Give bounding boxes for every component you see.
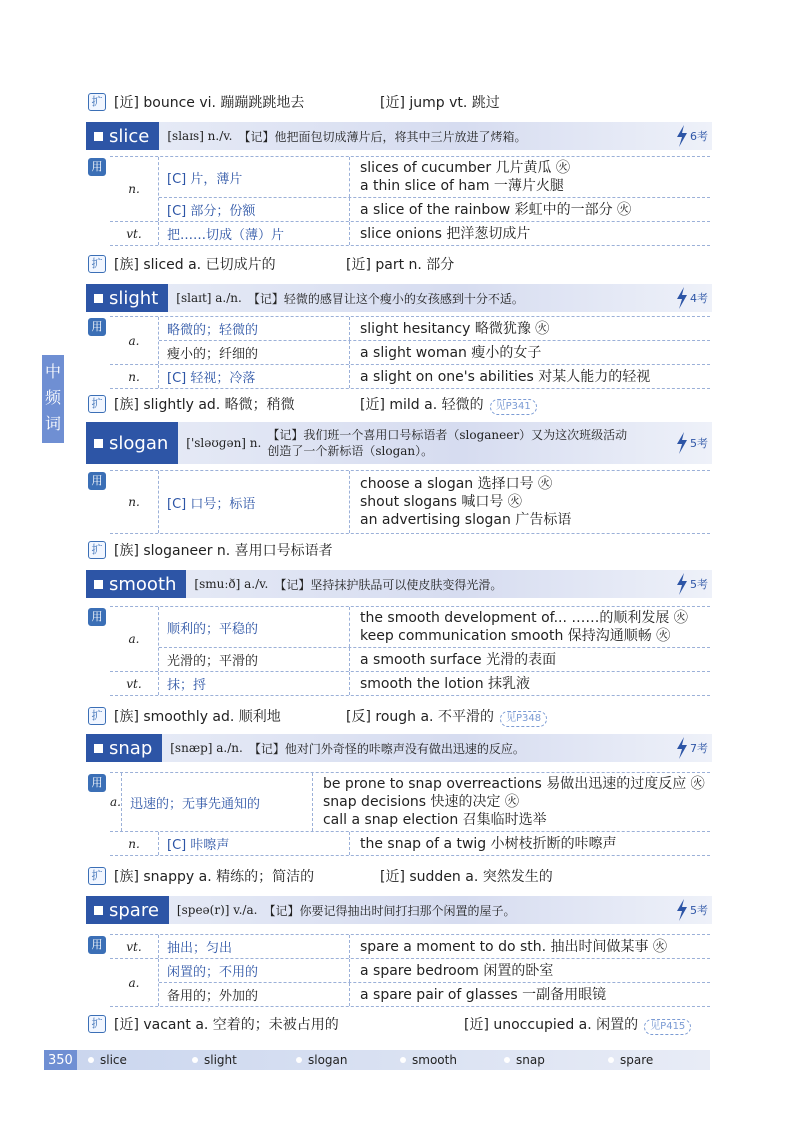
lightning-icon [676, 899, 688, 921]
example-phrase: a spare bedroom 闲置的卧室 [360, 962, 554, 979]
entry-header [86, 122, 712, 150]
example-phrase: slight hesitancy 略微犹豫 ㊋ [360, 320, 550, 337]
example-phrase: call a snap election 召集临时选举 [322, 812, 547, 828]
page-footer [44, 1050, 710, 1070]
mnemonic: 【记】坚持抹护肤品可以使皮肤变得光滑。 [274, 577, 503, 592]
usage-tag: 用 [88, 318, 106, 336]
pos-row [110, 471, 710, 534]
exam-frequency [676, 899, 708, 921]
sense-row [159, 672, 710, 695]
top-ext-left: [近] bounce vi. 蹦蹦跳跳地去 [114, 95, 305, 111]
phonetic: [slaɪs] n./v. [167, 129, 233, 143]
example-phrase: slices of cucumber 几片黄瓜 ㊋ [360, 160, 571, 176]
extension-family: [族] snappy a. 精练的；简洁的 [114, 869, 315, 885]
extension-line [88, 538, 728, 562]
example-phrase: be prone to snap overreactions 易做出迅速的过度反应 ㊋ [322, 776, 705, 792]
example-phrase: keep communication smooth 保持沟通顺畅 ㊋ [360, 628, 671, 644]
part-of-speech: n. [110, 832, 159, 855]
extension-line [88, 1012, 728, 1036]
example-phrase: a thin slice of ham 一薄片火腿 [360, 178, 564, 194]
exam-frequency [676, 573, 708, 595]
part-of-speech: a. [110, 773, 122, 831]
usage-table [110, 606, 710, 696]
usage-table [110, 316, 710, 389]
sense-row [159, 198, 710, 221]
extension-line [88, 704, 728, 728]
pos-row [110, 317, 710, 365]
page-reference-badge[interactable]: 见P348 [500, 711, 547, 727]
exam-frequency [676, 737, 708, 759]
page-number: 350 [44, 1050, 77, 1070]
usage-table [110, 470, 710, 534]
frequency-label: 5考 [690, 578, 708, 591]
phonetic: ['sləʊɡən] n. [186, 436, 262, 450]
part-of-speech: a. [110, 317, 159, 364]
top-extension-line [88, 90, 728, 114]
sense-row [159, 365, 710, 388]
usage-table [110, 772, 710, 856]
part-of-speech: vt. [110, 935, 159, 958]
sense-row [159, 959, 710, 983]
pos-row [110, 222, 710, 246]
phonetic: [snæp] a./n. [170, 741, 243, 755]
footer-word: spare [608, 1053, 653, 1067]
footer-word: snap [504, 1053, 545, 1067]
definition: 光滑的；平滑的 [159, 648, 350, 671]
usage-tag: 用 [88, 472, 106, 490]
part-of-speech: a. [110, 607, 159, 671]
extension-family: [族] slightly ad. 略微；稍微 [114, 397, 295, 413]
sense-row [159, 832, 710, 855]
definition: [C] 轻视；冷落 [159, 365, 350, 388]
extension-related [380, 866, 553, 886]
extension-tag: 扩 [88, 707, 106, 725]
frequency-label: 5考 [690, 904, 708, 917]
lightning-icon [676, 125, 688, 147]
usage-table [110, 156, 710, 246]
headword: slight [86, 284, 168, 312]
example-phrase: slice onions 把洋葱切成片 [360, 225, 531, 242]
pos-row [110, 365, 710, 389]
example-phrase: a spare pair of glasses 一副备用眼镜 [360, 986, 607, 1003]
page-reference-badge[interactable]: 见P415 [644, 1019, 691, 1035]
extension-tag: 扩 [88, 93, 106, 111]
definition: 略微的；轻微的 [159, 317, 350, 340]
footer-word: smooth [400, 1053, 457, 1067]
related-word: [近] mild a. 轻微的 [360, 396, 484, 413]
related-word: [近] sudden a. 突然发生的 [380, 869, 553, 885]
frequency-label: 5考 [690, 437, 708, 450]
pos-row [110, 672, 710, 696]
extension-related [346, 254, 454, 274]
extension-family: [族] sliced a. 已切成片的 [114, 257, 276, 273]
entry-header [86, 422, 712, 464]
definition: [C] 片，薄片 [159, 157, 350, 197]
definition: 闲置的；不用的 [159, 959, 350, 982]
usage-tag: 用 [88, 936, 106, 954]
lightning-icon [676, 737, 688, 759]
section-side-tab: 中频词 [42, 355, 64, 443]
pos-row [110, 773, 710, 832]
lightning-icon [676, 287, 688, 309]
example-phrase: spare a moment to do sth. 抽出时间做某事 ㊋ [360, 938, 667, 955]
sense-row [159, 648, 710, 671]
top-ext-right: [近] jump vt. 跳过 [380, 95, 500, 111]
mnemonic: 【记】轻微的感冒让这个瘦小的女孩感到十分不适。 [247, 291, 524, 306]
footer-word: slight [192, 1053, 237, 1067]
phonetic: [speə(r)] v./a. [176, 903, 258, 917]
extension-family: [族] smoothly ad. 顺利地 [114, 709, 281, 725]
sense-row [159, 471, 710, 533]
mnemonic: 【记】我们班一个喜用口号标语者（sloganeer）又为这次班级活动创造了一个新标语（slogan）。 [267, 428, 628, 458]
frequency-label: 6考 [690, 130, 708, 143]
definition: 抹；捋 [159, 672, 350, 695]
usage-tag: 用 [88, 608, 106, 626]
headword: spare [86, 896, 169, 924]
part-of-speech: vt. [110, 222, 159, 245]
exam-frequency [676, 287, 708, 309]
usage-tag: 用 [88, 158, 106, 176]
definition: [C] 咔嚓声 [159, 832, 350, 855]
example-phrase: snap decisions 快速的决定 ㊋ [322, 794, 519, 810]
extension-related [360, 394, 537, 415]
extension-family: [近] vacant a. 空着的；未被占用的 [114, 1017, 339, 1033]
related-word: [反] rough a. 不平滑的 [346, 708, 494, 725]
example-phrase: a slight woman 瘦小的女子 [360, 344, 542, 361]
sense-row [159, 607, 710, 648]
extension-tag: 扩 [88, 255, 106, 273]
pos-row [110, 832, 710, 856]
sense-row [159, 983, 710, 1006]
sense-row [159, 935, 710, 958]
pos-row [110, 607, 710, 672]
definition: 迅速的；无事先通知的 [122, 773, 313, 831]
part-of-speech: n. [110, 365, 159, 388]
pos-row [110, 157, 710, 222]
definition: [C] 口号；标语 [159, 471, 350, 533]
entry-header [86, 284, 712, 312]
extension-line [88, 392, 728, 416]
sense-row [159, 157, 710, 198]
part-of-speech: a. [110, 959, 159, 1006]
frequency-label: 7考 [690, 742, 708, 755]
extension-related [464, 1014, 691, 1035]
definition: 备用的；外加的 [159, 983, 350, 1006]
definition: 抽出；匀出 [159, 935, 350, 958]
example-phrase: a smooth surface 光滑的表面 [360, 651, 557, 668]
frequency-label: 4考 [690, 292, 708, 305]
part-of-speech: vt. [110, 672, 159, 695]
part-of-speech: n. [110, 157, 159, 221]
headword: slogan [86, 422, 178, 464]
mnemonic: 【记】他对门外奇怪的咔嚓声没有做出迅速的反应。 [248, 741, 525, 756]
extension-family: [族] sloganeer n. 喜用口号标语者 [114, 543, 333, 559]
entry-header [86, 896, 712, 924]
entry-header [86, 734, 712, 762]
example-phrase: a slice of the rainbow 彩虹中的一部分 ㊋ [360, 201, 632, 218]
headword: snap [86, 734, 162, 762]
sense-row [122, 773, 715, 831]
usage-table [110, 934, 710, 1007]
lightning-icon [676, 432, 688, 454]
exam-frequency [676, 432, 708, 454]
extension-tag: 扩 [88, 541, 106, 559]
part-of-speech: n. [110, 471, 159, 533]
related-word: [近] part n. 部分 [346, 257, 455, 273]
footer-word: slogan [296, 1053, 348, 1067]
example-phrase: choose a slogan 选择口号 ㊋ [360, 476, 553, 492]
mnemonic: 【记】你要记得抽出时间打扫那个闲置的屋子。 [263, 903, 516, 918]
lightning-icon [676, 573, 688, 595]
mnemonic: 【记】他把面包切成薄片后，将其中三片放进了烤箱。 [238, 129, 527, 144]
example-phrase: the snap of a twig 小树枝折断的咔嚓声 [360, 835, 617, 852]
example-phrase: an advertising slogan 广告标语 [360, 512, 572, 528]
headword: slice [86, 122, 159, 150]
sense-row [159, 222, 710, 245]
phonetic: [smuːð] a./v. [194, 577, 269, 591]
example-phrase: shout slogans 喊口号 ㊋ [360, 494, 522, 510]
footer-word: slice [88, 1053, 127, 1067]
sense-row [159, 341, 710, 364]
example-phrase: smooth the lotion 抹乳液 [360, 675, 531, 692]
phonetic: [slaɪt] a./n. [176, 291, 242, 305]
extension-line [88, 252, 728, 276]
extension-tag: 扩 [88, 1015, 106, 1033]
page-reference-badge[interactable]: 见P341 [490, 399, 537, 415]
extension-tag: 扩 [88, 395, 106, 413]
definition: 顺利的；平稳的 [159, 607, 350, 647]
example-phrase: the smooth development of... ……的顺利发展 ㊋ [360, 610, 688, 626]
headword: smooth [86, 570, 186, 598]
extension-tag: 扩 [88, 867, 106, 885]
entry-header [86, 570, 712, 598]
extension-line [88, 864, 728, 888]
example-phrase: a slight on one's abilities 对某人能力的轻视 [360, 368, 651, 385]
pos-row [110, 935, 710, 959]
pos-row [110, 959, 710, 1007]
related-word: [近] unoccupied a. 闲置的 [464, 1016, 639, 1033]
definition: 把……切成（薄）片 [159, 222, 350, 245]
exam-frequency [676, 125, 708, 147]
sense-row [159, 317, 710, 341]
definition: [C] 部分；份额 [159, 198, 350, 221]
definition: 瘦小的；纤细的 [159, 341, 350, 364]
extension-related [346, 706, 547, 727]
usage-tag: 用 [88, 774, 106, 792]
